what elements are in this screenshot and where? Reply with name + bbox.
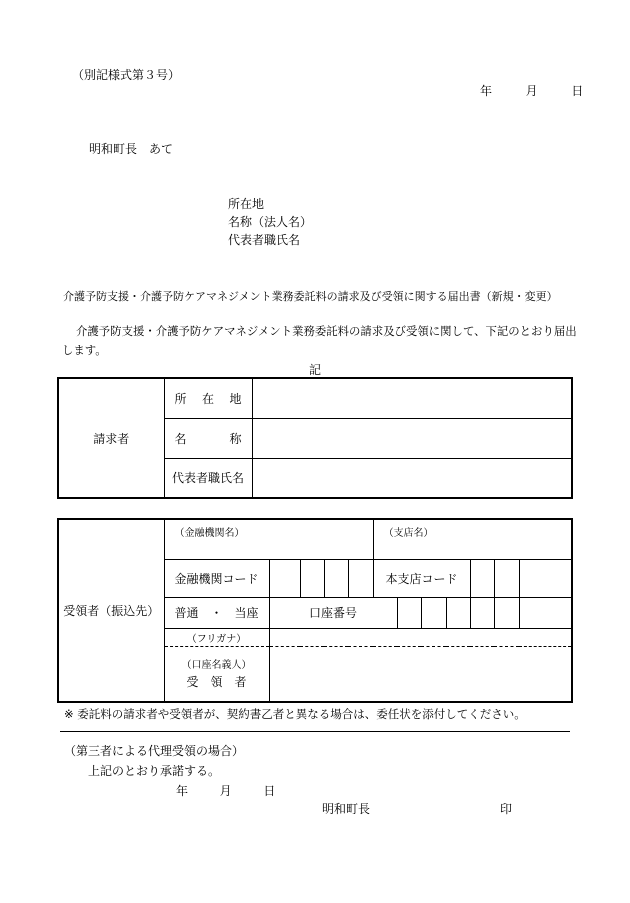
account-number-digit[interactable] [494, 597, 519, 628]
claimant-name-field[interactable] [252, 418, 572, 458]
consent-date-day: 日 [263, 784, 276, 798]
document-title: 介護予防支援・介護予防ケアマネジメント業務委託料の請求及び受領に関する届出書（新規・変更） [63, 290, 558, 303]
applicant-location-label: 所在地 [228, 197, 265, 211]
form-id: （別記様式第３号） [72, 68, 181, 82]
branch-name-field[interactable] [373, 519, 572, 559]
seal-mark: 印 [500, 802, 513, 816]
account-number-digit[interactable] [421, 597, 446, 628]
divider [60, 731, 570, 732]
account-number-digit[interactable] [446, 597, 470, 628]
account-holder-label-cell [164, 646, 269, 702]
mayor-signature-label: 明和町長 [322, 802, 371, 816]
consent-date-month: 月 [219, 784, 232, 798]
date-month: 月 [525, 84, 538, 98]
note: ※ 委託料の請求者や受領者が、契約書乙者と異なる場合は、委任状を添付してください。 [64, 707, 526, 721]
bank-code-label: 金融機関コード [164, 559, 269, 597]
branch-code-digit[interactable] [470, 559, 494, 597]
consent-date [176, 782, 275, 799]
account-number-digit[interactable] [397, 597, 421, 628]
payee-holder-label: 受 領 者 [186, 674, 247, 689]
bank-code-digit[interactable] [300, 559, 324, 597]
claimant-representative-field[interactable] [252, 458, 572, 498]
furigana-field[interactable] [269, 628, 572, 646]
body-text: 介護予防支援・介護予防ケアマネジメント業務委託料の請求及び受領に関して、下記のとおり届出します。 [62, 324, 577, 357]
addressee: 明和町長 あて [89, 142, 174, 156]
account-type-label[interactable]: 普通 ・ 当座 [164, 597, 269, 628]
account-number-digit[interactable] [519, 597, 572, 628]
claimant-location-field[interactable] [252, 378, 572, 418]
branch-code-digit[interactable] [519, 559, 572, 597]
branch-code-label: 本支店コード [373, 559, 470, 597]
account-number-label: 口座番号 [269, 597, 397, 628]
branch-name-label: （支店名） [383, 528, 434, 539]
furigana-label: （フリガナ） [164, 628, 269, 646]
account-holder-field[interactable] [269, 646, 572, 702]
consent-text: 上記のとおり承諾する。 [88, 764, 221, 778]
bank-code-digit[interactable] [269, 559, 300, 597]
branch-code-digit[interactable] [494, 559, 519, 597]
claimant-location-label: 所 在 地 [164, 378, 252, 418]
bank-name-field[interactable] [164, 519, 373, 559]
third-party-heading: （第三者による代理受領の場合） [64, 744, 245, 758]
consent-date-year: 年 [176, 784, 189, 798]
bank-name-label: （金融機関名） [174, 528, 245, 539]
claimant-name-label: 名 称 [164, 418, 252, 458]
date-year: 年 [480, 84, 493, 98]
payee-section-label: 受領者（振込先） [58, 519, 164, 702]
claimant-table [57, 377, 573, 499]
bank-code-digit[interactable] [324, 559, 348, 597]
claimant-section-label: 請求者 [58, 378, 164, 498]
applicant-block [228, 195, 312, 249]
account-number-digit[interactable] [470, 597, 494, 628]
claimant-representative-label: 代表者職氏名 [164, 458, 252, 498]
account-holder-label: （口座名義人） [181, 659, 252, 671]
applicant-representative-label: 代表者職氏名 [228, 233, 301, 247]
bank-code-digit[interactable] [348, 559, 373, 597]
payee-table [57, 518, 573, 703]
applicant-name-label: 名称（法人名） [228, 215, 313, 229]
submission-date [480, 82, 583, 99]
date-day: 日 [571, 84, 584, 98]
ki-heading: 記 [309, 363, 322, 377]
